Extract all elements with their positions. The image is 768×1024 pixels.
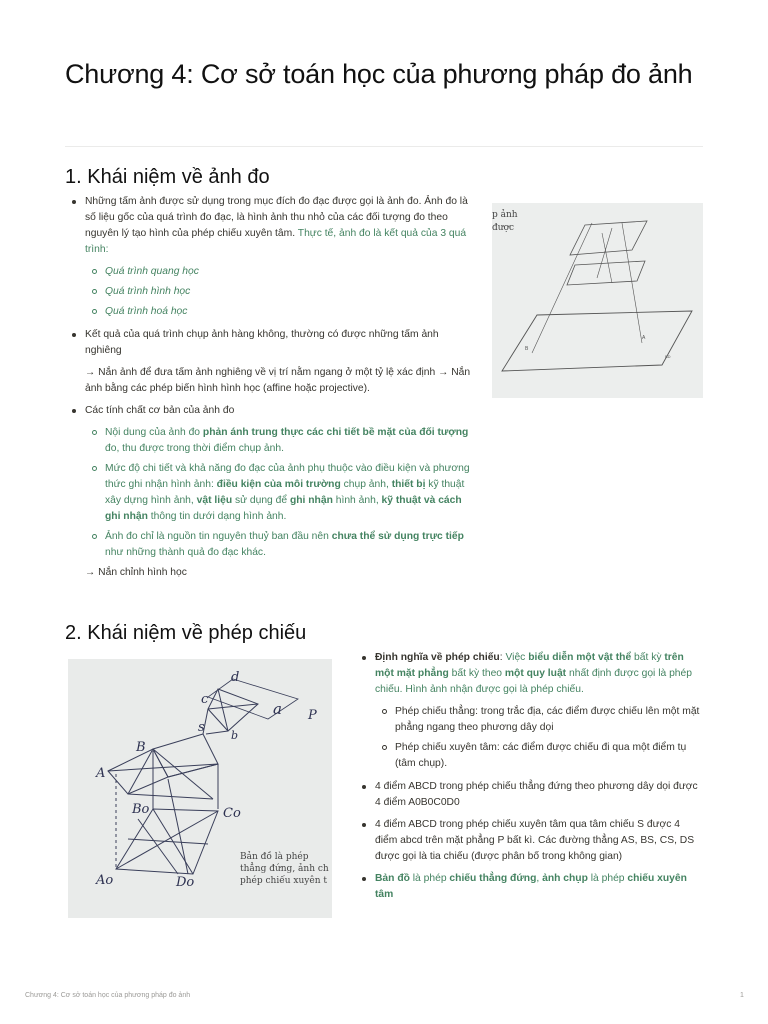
- projection-planes-drawing: [492, 203, 703, 398]
- point-label: Do: [176, 875, 195, 890]
- point-label: Co: [223, 806, 241, 821]
- bullet-anh-do: [65, 194, 475, 258]
- text: kỹ thuật xây dựng hình ảnh,: [105, 479, 465, 506]
- bullet-text: Các tính chất cơ bản của ảnh đo: [85, 405, 235, 416]
- text: Việc: [505, 652, 529, 663]
- projection-sketch-drawing: [68, 659, 332, 918]
- point-label: Ao: [96, 873, 114, 888]
- bullet-dinh-nghia: [355, 650, 705, 698]
- point-label: B: [136, 740, 146, 755]
- paragraph-nan-chinh: → Nắn chỉnh hình học: [85, 567, 187, 578]
- section-1-heading: 1. Khái niệm về ảnh đo: [65, 166, 270, 188]
- text: Nội dung của ảnh đo: [105, 427, 203, 438]
- definition-label: Định nghĩa về phép chiếu: [375, 652, 500, 663]
- bold-text: chưa thể sử dụng trực tiếp: [331, 531, 464, 542]
- bullet-chup-anh: [65, 327, 475, 359]
- text: đo, thu được trong thời điểm chụp ảnh.: [105, 443, 284, 454]
- process-item: Quá trình hoá học: [65, 304, 475, 320]
- divider: [65, 146, 703, 147]
- bold-text: phản ánh trung thực các chi tiết bề mặt của đối tượng: [202, 427, 469, 438]
- point-label: P: [308, 708, 317, 723]
- point-label: B: [525, 346, 529, 352]
- projection-planes-image: [492, 203, 703, 398]
- bold-text: ảnh chụp: [542, 873, 588, 884]
- point-label: Bo: [132, 802, 150, 817]
- image-caption: được: [492, 223, 515, 233]
- process-item: Quá trình quang học: [65, 264, 475, 280]
- text: thông tin dưới dạng hình ảnh.: [147, 511, 287, 522]
- section-1-body: [65, 194, 475, 587]
- text: ,: [536, 873, 543, 884]
- bold-text: trên một mặt phẳng: [375, 652, 684, 679]
- page-number: 1: [740, 992, 744, 999]
- bold-text: một quy luật: [504, 668, 567, 679]
- bold-text: vật liệu: [196, 495, 233, 506]
- image-caption: p ảnh: [492, 210, 518, 220]
- section-2-body: [355, 650, 705, 909]
- bullet-text: Những tấm ảnh được sử dụng trong mục đích đo đạc được gọi là ảnh đo. Ảnh đo là số liệu gốc của quá trình đo đạc, là hình ảnh thu nhỏ của các đối tượng đo theo nguyên lý tạo hình của phép chiếu xuyên tâm.: [85, 196, 468, 239]
- property-item: [65, 461, 475, 525]
- bullet-green-text: Thực tế, ảnh đo là kết quả của 3 quá trình:: [85, 228, 467, 255]
- point-label: BD: [665, 354, 671, 359]
- bold-text: điều kiện của môi trường: [216, 479, 341, 490]
- bold-text: chiếu xuyên tâm: [375, 873, 687, 900]
- point-label: a: [273, 700, 282, 718]
- text: bất kỳ: [631, 652, 665, 663]
- bullet-ban-do: [355, 871, 705, 903]
- property-item: [65, 529, 475, 561]
- point-label: d: [231, 670, 240, 685]
- bold-text: ghi nhận: [289, 495, 333, 506]
- text: hình ảnh,: [332, 495, 382, 506]
- text: là phép: [409, 873, 450, 884]
- text: Ảnh đo chỉ là nguồn tin nguyên thuỷ ban đầu nên: [105, 531, 332, 542]
- bold-text: chiếu thẳng đứng: [449, 873, 537, 884]
- bullet-abcd-xuyen-tam: 4 điểm ABCD trong phép chiếu xuyên tâm qua tâm chiếu S được 4 điểm abcd trên mặt phẳng P bất kì. Các đường thẳng AS, BS, CS, DS được gọi là tia chiếu (được phân bố trong không gian): [355, 817, 705, 865]
- image-caption: thẳng đứng, ảnh ch: [240, 864, 329, 874]
- bullet-tinh-chat: [65, 403, 475, 419]
- page-title: Chương 4: Cơ sở toán học của phương pháp đo ảnh: [65, 59, 693, 89]
- bold-text: biểu diễn một vật thể: [528, 652, 632, 663]
- image-caption: Bản đồ là phép: [240, 852, 309, 862]
- sub-item-chieu-thang: Phép chiếu thẳng: trong trắc địa, các điểm được chiếu lên một mặt phẳng ngang theo phương dây dọi: [355, 704, 705, 736]
- point-label: s: [198, 720, 205, 735]
- projection-sketch-image: [68, 659, 332, 918]
- point-label: A: [642, 335, 646, 341]
- bullet-abcd-thang: 4 điểm ABCD trong phép chiếu thẳng đứng theo phương dây dọi được 4 điểm A0B0C0D0: [355, 779, 705, 811]
- text: nhất định được gọi là phép chiếu. Hình ảnh nhận được gọi là phép chiếu.: [375, 668, 692, 695]
- text: :: [499, 652, 506, 663]
- process-item: Quá trình hình học: [65, 284, 475, 300]
- bold-text: kỹ thuật và cách ghi nhận: [105, 495, 462, 522]
- sub-item-chieu-xuyen-tam: Phép chiếu xuyên tâm: các điểm được chiếu đi qua một điểm tụ (tâm chụp).: [355, 740, 705, 772]
- property-item: [65, 425, 475, 457]
- text: là phép: [587, 873, 628, 884]
- point-label: b: [231, 729, 239, 742]
- point-label: A: [96, 766, 106, 781]
- image-caption: phép chiếu xuyên t: [240, 876, 327, 886]
- text: sử dụng để: [232, 495, 290, 506]
- point-label: c: [201, 692, 209, 707]
- footer-title: Chương 4: Cơ sở toán học của phương pháp đo ảnh: [25, 992, 191, 999]
- paragraph-nan-anh: → Nắn ảnh để đưa tấm ảnh nghiêng về vị trí nằm ngang ở một tỷ lệ xác định → Nắn ảnh bằng các phép biến hình hình học (affine hoặc projective).: [85, 367, 471, 394]
- bold-text: thiết bị: [391, 479, 426, 490]
- text: bất kỳ theo: [448, 668, 505, 679]
- text: như những thành quả đo đạc khác.: [105, 547, 266, 558]
- section-2-heading: 2. Khái niệm về phép chiếu: [65, 622, 307, 644]
- bold-text: Bản đồ: [375, 873, 410, 884]
- bullet-text: Kết quả của quá trình chụp ảnh hàng không, thường có được những tấm ảnh nghiêng: [85, 329, 439, 356]
- text: chụp ảnh,: [340, 479, 392, 490]
- text: Mức độ chi tiết và khả năng đo đạc của ảnh phụ thuộc vào điều kiện và phương thức ghi nhận hình ảnh:: [105, 463, 470, 490]
